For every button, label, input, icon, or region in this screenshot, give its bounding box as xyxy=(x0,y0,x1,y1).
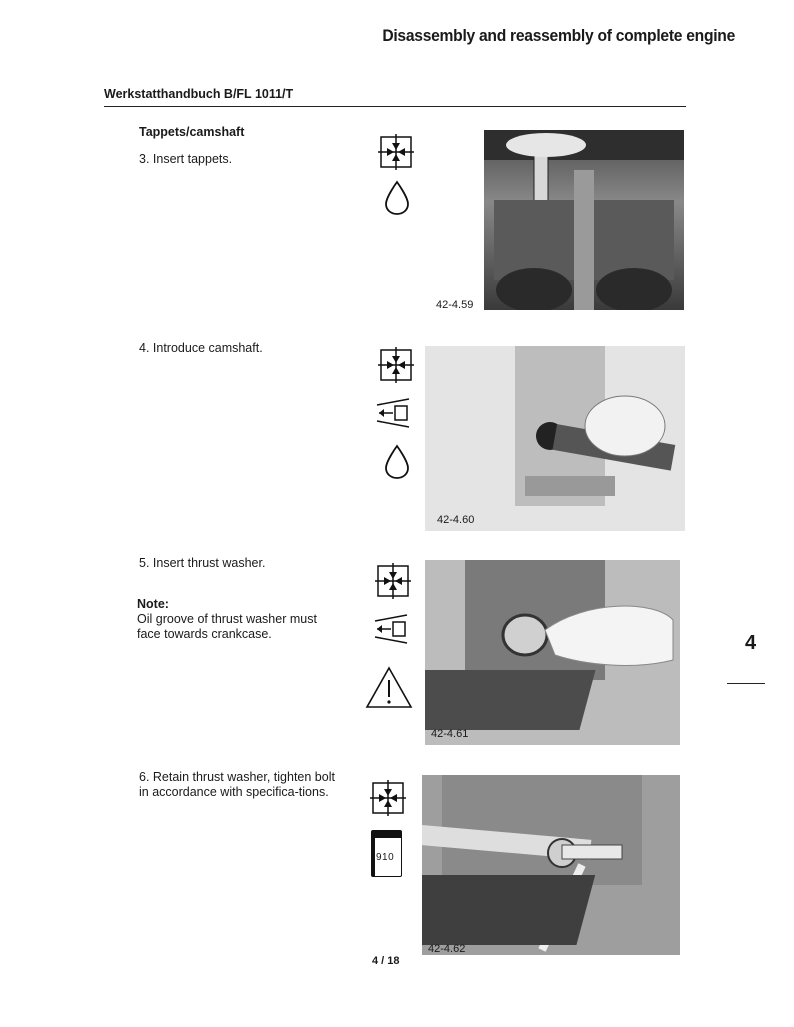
torque-book-label: 910 xyxy=(376,852,395,863)
page-title: Disassembly and reassembly of complete engine xyxy=(382,26,735,45)
figure-label: 42-4.60 xyxy=(437,514,475,526)
assembly-icon xyxy=(370,780,406,816)
section-heading: Tappets/camshaft xyxy=(139,125,245,139)
warning-triangle-icon xyxy=(365,665,413,710)
oil-drop-icon xyxy=(383,180,411,216)
photo-camshaft xyxy=(425,346,685,531)
photo-thrust-washer xyxy=(425,560,680,745)
step-4-text: 4. Introduce camshaft. xyxy=(139,341,263,355)
photo-tappets xyxy=(484,130,684,310)
torque-book-icon xyxy=(371,830,402,877)
header-divider xyxy=(104,106,686,107)
figure-label: 42-4.61 xyxy=(431,728,469,740)
page-number: 4 / 18 xyxy=(372,955,400,967)
oil-drop-icon xyxy=(383,444,411,480)
step-5-text: 5. Insert thrust washer. xyxy=(139,556,266,570)
figure-label: 42-4.62 xyxy=(428,943,466,955)
insert-direction-icon xyxy=(375,397,411,429)
step-6-text: 6. Retain thrust washer, tighten bolt in accordance with specifica-tions. xyxy=(139,770,335,799)
note-label: Note: xyxy=(137,597,169,611)
note-text: Oil groove of thrust washer must face towards crankcase. xyxy=(137,612,317,641)
assembly-icon xyxy=(375,563,411,599)
figure-label: 42-4.59 xyxy=(436,299,474,311)
step-3-text: 3. Insert tappets. xyxy=(139,152,233,166)
photo-tighten-bolt xyxy=(422,775,680,955)
chapter-divider xyxy=(727,683,765,684)
chapter-tab: 4 xyxy=(745,632,757,654)
insert-direction-icon xyxy=(373,613,409,645)
manual-name: Werkstatthandbuch B/FL 1011/T xyxy=(104,87,294,101)
assembly-icon xyxy=(378,134,414,170)
assembly-icon xyxy=(378,347,414,383)
